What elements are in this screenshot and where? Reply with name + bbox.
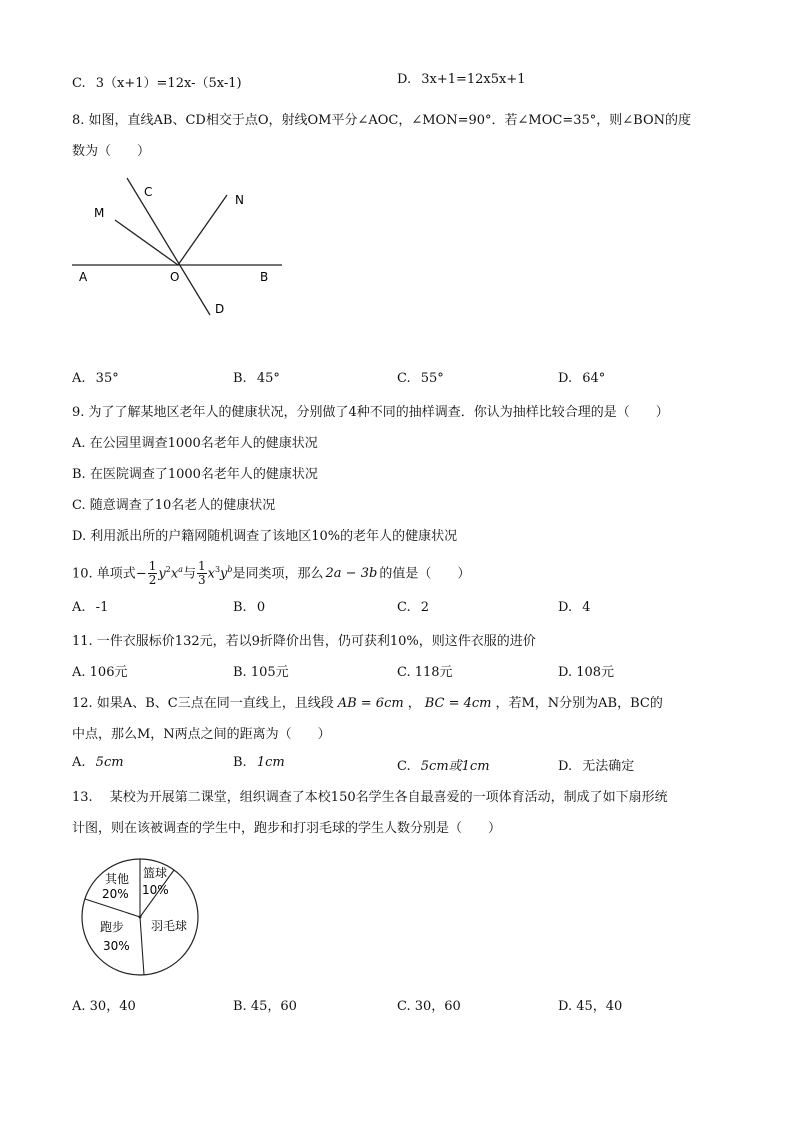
q7-option-d [397, 72, 526, 87]
q11-option-a: A. 106元 [72, 665, 128, 680]
q10-option-a: A. -1 [72, 600, 109, 615]
q12-stem-line2: 中点，那么M，N两点之间的距离为（ ） [72, 727, 331, 742]
q10-minus: − [135, 566, 147, 582]
slice-label-basketball: 篮球 [143, 866, 168, 880]
q8-option-b: B. 45° [233, 371, 280, 386]
q7-option-d-label: D. [397, 72, 412, 87]
q9-option-b: B. 在医院调查了1000名老年人的健康状况 [72, 467, 318, 482]
q13-option-b: B. 45，60 [233, 999, 297, 1014]
q7-option-c-label: C. [72, 76, 86, 91]
q10-stem: 10. 单项式− $\frac{1}{2}$ $y^2x^a$与 $\frac{1}{3}$ $x^3y^b$是同类项，那么 2a − 3b 的值是（ ） [72, 559, 471, 588]
q13-stem-line1: 13. 某校为开展第二课堂，组织调查了本校150名学生各自最喜爱的一项体育活动，制成了如下扇形统 [72, 790, 668, 805]
slice-label-badminton: 羽毛球 [151, 919, 188, 933]
slice-pct-other: 20% [102, 887, 129, 901]
q12-stem-line1: 12. 如果A、B、C三点在同一直线上，且线段 AB = 6cm ， BC = 4cm ，若M，N分别为AB，BC的 [72, 696, 663, 711]
label-c: C [144, 185, 153, 199]
q8-option-a: A. 35° [72, 371, 119, 386]
q9-option-a: A. 在公园里调查1000名老年人的健康状况 [72, 436, 318, 451]
q13-stem-line2: 计图，则在该被调查的学生中，跑步和打羽毛球的学生人数分别是（ ） [72, 821, 502, 836]
label-a: A [79, 270, 88, 284]
q10-suffix: 的值是（ ） [379, 566, 471, 582]
label-b: B [260, 270, 269, 284]
q8-stem-line2: 数为（ ） [72, 144, 151, 159]
q11-option-d: D. 108元 [558, 665, 615, 680]
q13-option-d: D. 45，40 [558, 999, 623, 1014]
q8-option-d: D. 64° [558, 371, 606, 386]
q13-option-c: C. 30，60 [397, 999, 461, 1014]
q12-option-a: A. 5cm [72, 755, 124, 770]
q10-mid: 是同类项，那么 [232, 566, 324, 582]
q13-pie-chart [75, 855, 205, 980]
q10-option-c: C. 2 [397, 600, 430, 615]
q12-segment-bc: BC = 4cm [424, 696, 492, 711]
q11-option-b: B. 105元 [233, 665, 289, 680]
label-o: O [170, 270, 180, 284]
q10-fraction-1: $\frac{1}{2}$ [148, 559, 157, 588]
q9-option-c: C. 随意调查了10名老人的健康状况 [72, 498, 276, 513]
q10-option-d: D. 4 [558, 600, 591, 615]
q9-option-d: D. 利用派出所的户籍网随机调查了该地区10%的老年人的健康状况 [72, 529, 458, 544]
line-cd [127, 178, 210, 315]
slice-pct-running: 30% [103, 939, 130, 953]
label-n: N [235, 193, 244, 207]
q7-option-d-text: 3x+1=12x5x+1 [421, 72, 526, 87]
ray-om [115, 220, 178, 265]
ray-on [178, 195, 227, 265]
q10-option-b: B. 0 [233, 600, 266, 615]
q10-expression: 2a − 3b [325, 566, 378, 582]
q9-stem: 9. 为了了解某地区老年人的健康状况，分别做了4种不同的抽样调查．你认为抽样比较合理的是（ ） [72, 405, 669, 420]
q10-prefix: 10. 单项式 [72, 566, 136, 582]
q12-option-c: C. 5cm或1cm [397, 759, 490, 774]
q11-option-c: C. 118元 [397, 665, 453, 680]
slice-label-running: 跑步 [100, 920, 125, 934]
q10-conj: 与 [182, 566, 196, 582]
q10-fraction-2: $\frac{1}{3}$ [197, 559, 206, 588]
q8-stem-line1: 8. 如图，直线AB、CD相交于点O，射线OM平分∠AOC，∠MON=90°．若∠MOC=35°，则∠BON的度 [72, 113, 691, 128]
slice-label-other: 其他 [105, 872, 130, 886]
slice-pct-basketball: 10% [142, 883, 169, 897]
q8-angle-figure [60, 170, 300, 320]
q12-option-b: B. 1cm [233, 755, 285, 770]
q11-stem: 11. 一件衣服标价132元，若以9折降价出售，仍可获利10%，则这件衣服的进价 [72, 634, 536, 649]
q12-option-d: D. 无法确定 [558, 759, 635, 774]
label-d: D [215, 302, 225, 316]
label-m: M [94, 206, 105, 220]
q7-option-c [72, 72, 242, 91]
q8-option-c: C. 55° [397, 371, 444, 386]
q13-option-a: A. 30，40 [72, 999, 136, 1014]
q12-segment-ab: AB = 6cm [337, 696, 404, 711]
q7-option-c-text: 3（x+1）=12x-（5x-1) [95, 76, 242, 91]
